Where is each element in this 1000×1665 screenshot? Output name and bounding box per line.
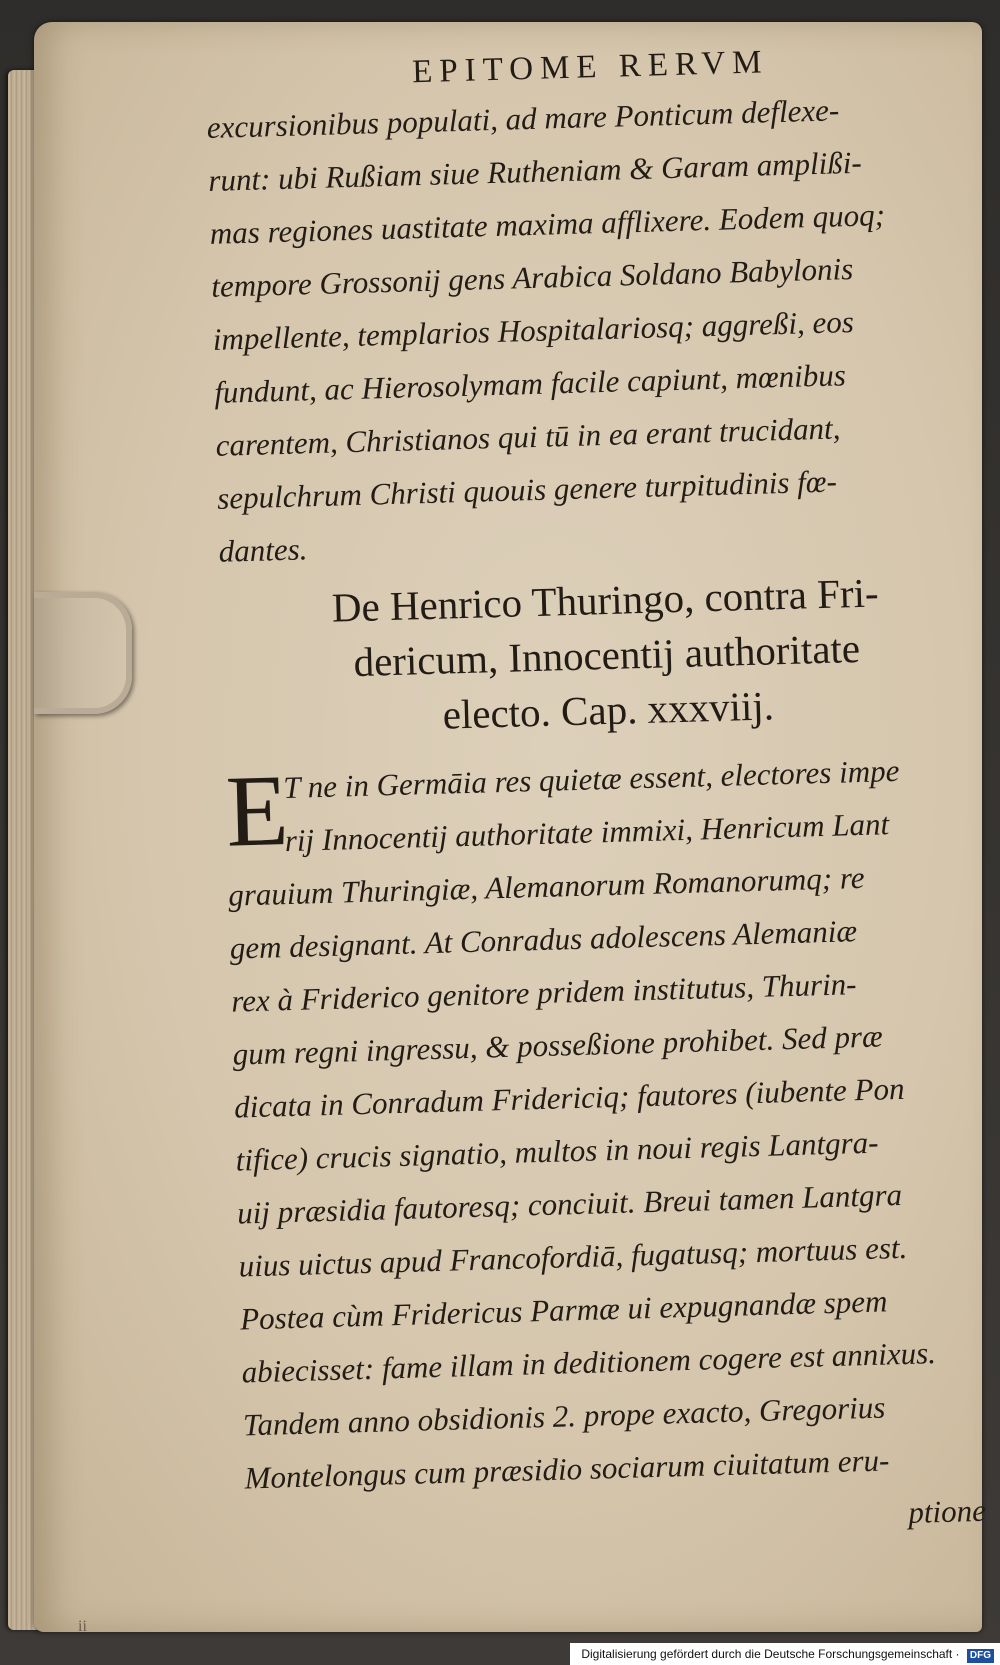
chapter-heading bbox=[220, 563, 964, 749]
running-header: EPITOME RERVM bbox=[411, 44, 769, 91]
text-line: tifice) crucis signatio, multos in noui regis Lantgra- bbox=[235, 1124, 879, 1178]
page-number: ii bbox=[78, 1618, 87, 1635]
text-line: excursionibus populati, ad mare Ponticum deflexe- bbox=[206, 92, 840, 145]
text-line: T ne in Germāia res quietæ essent, electores impe bbox=[282, 752, 900, 806]
text-line: dantes. bbox=[218, 531, 308, 569]
paragraph-1 bbox=[206, 80, 959, 577]
heading-line: De Henrico Thuringo, contra Fri- bbox=[331, 569, 880, 631]
paragraph-2 bbox=[225, 742, 985, 1504]
text-line: runt: ubi Rußiam siue Rutheniam & Garam amplißi- bbox=[207, 144, 863, 198]
text-line: gem designant. At Conradus adolescens Alemaniæ bbox=[229, 913, 858, 966]
heading-line: dericum, Innocentij authoritate bbox=[352, 624, 861, 686]
text-line: grauium Thuringiæ, Alemanorum Romanorumq; re bbox=[227, 859, 865, 913]
text-line: impellente, templarios Hospitalariosq; aggreßi, eos bbox=[212, 303, 855, 357]
text-column bbox=[205, 39, 987, 1557]
digitization-credit bbox=[570, 1643, 1000, 1665]
text-line: mas regiones uastitate maxima afflixere. Eodem quoq; bbox=[209, 197, 886, 251]
text-line: rij Innocentij authoritate immixi, Henricum Lant bbox=[284, 806, 890, 859]
text-line: Montelongus cum præsidio sociarum ciuitatum eru- bbox=[244, 1442, 890, 1496]
text-line: abiecisset: fame illam in deditionem cogere est annixus. bbox=[241, 1335, 937, 1390]
text-line: Tandem anno obsidionis 2. prope exacto, Gregorius bbox=[242, 1389, 886, 1443]
credit-text: Digitalisierung gefördert durch die Deutsche Forschungsgemeinschaft · bbox=[581, 1647, 960, 1661]
text-line: rex à Friderico genitore pridem institutus, Thurin- bbox=[230, 966, 857, 1019]
heading-line: electo. Cap. xxxviij. bbox=[442, 682, 775, 738]
text-line: uius uictus apud Francofordiā, fugatusq; mortuus est. bbox=[238, 1229, 908, 1284]
page-clip bbox=[34, 592, 132, 714]
text-line: carentem, Christianos qui tū in ea erant trucidant, bbox=[215, 410, 841, 463]
text-line: uij præsidia fautoresq; conciuit. Breui tamen Lantgra bbox=[236, 1176, 903, 1231]
dfg-logo[interactable]: DFG bbox=[967, 1649, 994, 1663]
text-line: tempore Grossonij gens Arabica Soldano Babylonis bbox=[210, 250, 854, 304]
text-line: Postea cùm Fridericus Parmæ ui expugnandæ spem bbox=[239, 1283, 888, 1337]
catchword: ptione bbox=[907, 1492, 987, 1530]
text-line: sepulchrum Christi quouis genere turpitudinis fœ- bbox=[216, 463, 838, 516]
text-line: gum regni ingressu, & posseßione prohibet. Sed præ bbox=[232, 1018, 884, 1072]
text-line: fundunt, ac Hierosolymam facile capiunt, mœnibus bbox=[213, 357, 847, 410]
text-line: dicata in Conradum Fridericiq; fautores (iubente Pon bbox=[233, 1070, 905, 1125]
drop-cap: E bbox=[224, 753, 290, 869]
